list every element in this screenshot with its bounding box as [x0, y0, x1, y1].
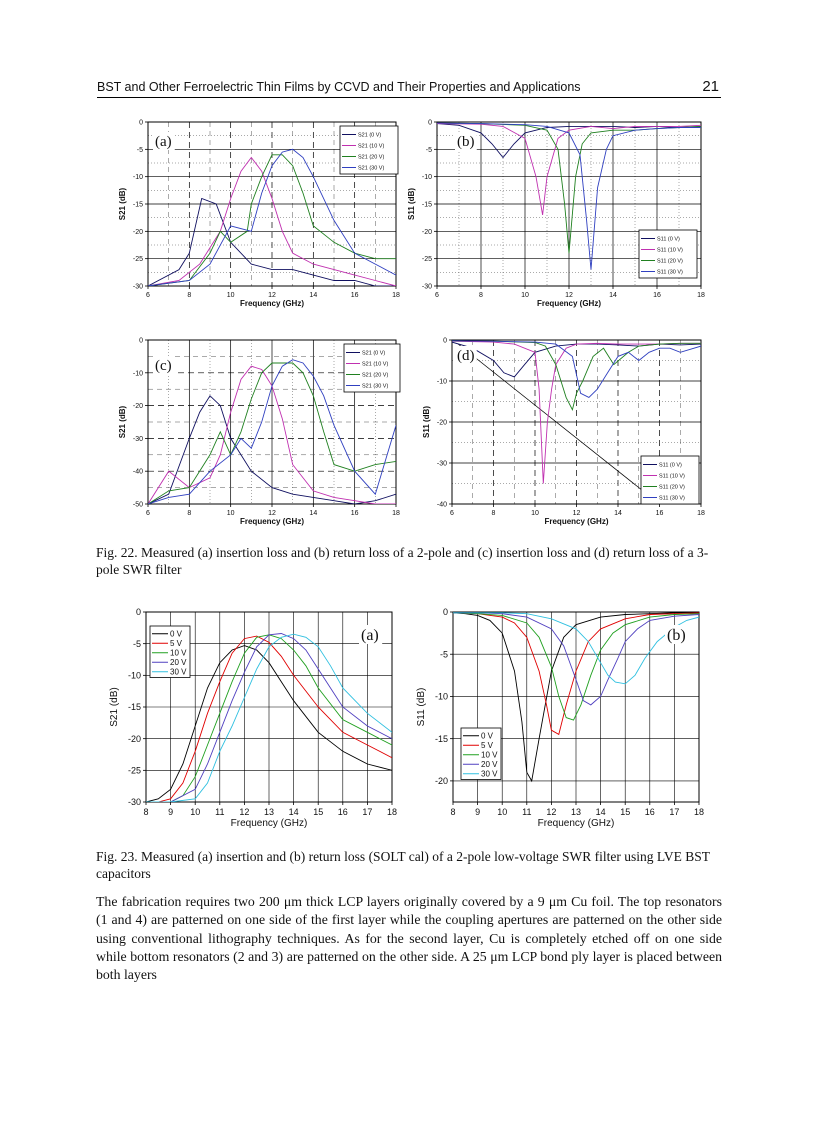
x-tick-label: 16: [350, 292, 359, 299]
y-tick-label: -25: [421, 256, 432, 264]
y-tick-label: -30: [132, 435, 143, 443]
y-tick-label: -5: [136, 146, 143, 154]
x-tick-label: 8: [143, 807, 149, 817]
running-title: BST and Other Ferroelectric Thin Films by CCVD and Their Properties and Applications: [97, 80, 581, 94]
y-axis-label: S21 (dB): [118, 405, 127, 439]
page-number: 21: [702, 78, 719, 95]
x-tick-label: 11: [215, 807, 225, 817]
x-tick-label: 8: [187, 292, 192, 299]
legend-label: S11 (20 V): [657, 258, 683, 265]
y-tick-label: 0: [443, 337, 447, 345]
legend-label: S11 (30 V): [657, 269, 683, 276]
y-tick-label: -10: [434, 691, 448, 702]
panel-label: (d): [457, 348, 475, 364]
legend-label: S21 (20 V): [362, 372, 389, 379]
x-tick-label: 8: [450, 807, 456, 817]
x-axis-label: Frequency (GHz): [230, 818, 308, 829]
x-tick-label: 8: [479, 292, 483, 299]
legend-label: S11 (30 V): [659, 495, 685, 502]
panel-label: (b): [457, 134, 475, 150]
y-tick-label: -25: [132, 256, 143, 264]
x-tick-label: 9: [168, 807, 174, 817]
y-tick-label: -30: [132, 283, 143, 291]
x-tick-label: 12: [572, 510, 581, 517]
x-tick-label: 10: [190, 807, 201, 817]
legend-label: 5 V: [170, 639, 183, 649]
x-axis-label: Frequency (GHz): [544, 517, 609, 526]
y-tick-label: -30: [421, 283, 432, 291]
x-tick-label: 14: [609, 292, 617, 299]
x-tick-label: 15: [313, 807, 324, 817]
x-tick-label: 6: [146, 510, 150, 517]
x-tick-label: 14: [309, 292, 318, 299]
legend-label: S21 (10 V): [358, 143, 385, 150]
legend-label: S11 (10 V): [657, 247, 683, 254]
x-tick-label: 18: [697, 292, 705, 299]
legend-label: 20 V: [170, 658, 187, 668]
y-axis-label: S11 (dB): [407, 187, 416, 221]
x-tick-label: 10: [226, 292, 235, 299]
y-tick-label: -15: [421, 201, 432, 209]
x-tick-label: 18: [386, 807, 398, 817]
legend-label: 0 V: [170, 629, 183, 639]
y-tick-label: -10: [421, 174, 432, 182]
y-tick-label: -20: [132, 403, 143, 411]
x-tick-label: 10: [531, 510, 539, 517]
legend-label: S21 (30 V): [358, 165, 385, 172]
x-tick-label: 12: [268, 292, 276, 299]
legend-label: 30 V: [170, 667, 187, 677]
x-axis-label: Frequency (GHz): [537, 818, 615, 829]
x-tick-label: 14: [614, 510, 622, 517]
x-tick-label: 16: [337, 807, 348, 817]
x-tick-label: 8: [187, 510, 192, 517]
x-tick-label: 6: [450, 510, 454, 517]
diagonal-line: [458, 344, 649, 496]
y-tick-label: -30: [127, 797, 141, 808]
y-tick-label: -10: [132, 174, 143, 182]
legend-label: S21 (20 V): [358, 154, 385, 161]
x-tick-label: 14: [288, 807, 299, 817]
y-tick-label: -15: [127, 702, 141, 713]
body-paragraph: The fabrication requires two 200 μm thick LCP layers originally covered by a 9 μm Cu foil. The top resonators (1 and 4) are patterned on one side of the first layer while the coupling apertures are patterned on the other side using conventional lithography techniques. As for the second layer, Cu is completely etched off on one side while bottom resonators (2 and 3) are patterned on the other side. A 25 μm LCP bond ply layer is placed between both layers: [96, 894, 722, 983]
x-tick-label: 16: [653, 292, 661, 299]
panel-label: (a): [361, 627, 379, 644]
y-tick-label: -20: [127, 733, 141, 744]
x-axis-label: Frequency (GHz): [239, 517, 305, 526]
x-tick-label: 18: [392, 510, 400, 517]
y-tick-label: -5: [425, 146, 432, 154]
x-tick-label: 17: [362, 807, 373, 817]
legend-label: S11 (0 V): [659, 462, 682, 469]
y-tick-label: 0: [428, 119, 432, 127]
chart-22c: [100, 330, 412, 540]
legend-label: 30 V: [481, 769, 498, 779]
legend-label: 0 V: [481, 731, 494, 741]
panel-label: (b): [667, 627, 686, 644]
legend-label: S11 (10 V): [659, 473, 685, 480]
x-tick-label: 13: [570, 807, 582, 817]
x-tick-label: 12: [268, 510, 276, 517]
legend-label: S21 (30 V): [362, 383, 389, 390]
chart-22d: [407, 330, 719, 540]
x-tick-label: 11: [522, 807, 532, 817]
x-tick-label: 12: [546, 807, 557, 817]
x-tick-label: 18: [693, 807, 705, 817]
x-tick-label: 16: [350, 510, 359, 517]
panel-label: (c): [155, 358, 172, 374]
legend-label: S21 (0 V): [358, 132, 382, 139]
chart-22a: [100, 112, 412, 322]
x-tick-label: 10: [226, 510, 235, 517]
legend-label: 10 V: [481, 750, 498, 760]
header-rule: [97, 97, 721, 98]
y-tick-label: -25: [127, 765, 141, 776]
y-tick-label: -20: [421, 228, 432, 236]
x-tick-label: 6: [435, 292, 439, 299]
y-tick-label: 0: [139, 337, 143, 345]
legend-label: 5 V: [481, 741, 494, 751]
chart-22b: [407, 112, 719, 322]
y-tick-label: -30: [436, 460, 447, 468]
y-tick-label: -20: [132, 228, 143, 236]
x-tick-label: 10: [521, 292, 529, 299]
x-tick-label: 18: [697, 510, 705, 517]
x-tick-label: 15: [620, 807, 631, 817]
y-tick-label: -50: [132, 501, 143, 509]
legend-label: S11 (20 V): [659, 484, 685, 491]
y-tick-label: -10: [127, 670, 141, 681]
y-tick-label: -15: [132, 201, 143, 209]
fig23-caption: Fig. 23. Measured (a) insertion and (b) return loss (SOLT cal) of a 2-pole low-voltage SWR filter using LVE BST capacitors: [96, 849, 710, 881]
x-tick-label: 17: [669, 807, 680, 817]
y-axis-label: S11 (dB): [422, 405, 431, 439]
y-tick-label: -10: [132, 370, 143, 378]
y-tick-label: 0: [135, 607, 141, 618]
x-tick-label: 16: [655, 510, 664, 517]
y-axis-label: S11 (dB): [416, 687, 427, 727]
legend-label: S21 (0 V): [362, 350, 386, 357]
y-tick-label: -40: [132, 468, 143, 476]
y-tick-label: -5: [439, 649, 448, 660]
panel-label: (a): [155, 134, 172, 150]
y-axis-label: S21 (dB): [118, 187, 127, 221]
x-tick-label: 13: [263, 807, 275, 817]
x-tick-label: 12: [565, 292, 573, 299]
legend-label: S21 (10 V): [362, 361, 389, 368]
y-tick-label: -15: [434, 733, 448, 744]
chart-23a: [96, 604, 401, 840]
y-tick-label: 0: [139, 119, 143, 127]
y-tick-label: 0: [442, 607, 448, 618]
legend-label: S11 (0 V): [657, 236, 680, 243]
x-tick-label: 14: [595, 807, 606, 817]
x-tick-label: 9: [475, 807, 481, 817]
x-tick-label: 10: [497, 807, 508, 817]
y-tick-label: -20: [434, 776, 448, 787]
x-tick-label: 12: [239, 807, 250, 817]
x-tick-label: 6: [146, 292, 150, 299]
chart-23b: [405, 604, 710, 840]
y-tick-label: -20: [436, 419, 447, 427]
x-axis-label: Frequency (GHz): [536, 299, 602, 308]
y-tick-label: -10: [436, 378, 447, 386]
x-tick-label: 14: [309, 510, 318, 517]
x-axis-label: Frequency (GHz): [239, 299, 305, 308]
x-tick-label: 8: [491, 510, 496, 517]
fig22-caption: Fig. 22. Measured (a) insertion loss and (b) return loss of a 2-pole and (c) insertion loss and (d) return loss of a 3-pole SWR filter: [96, 545, 709, 577]
legend-label: 20 V: [481, 760, 498, 770]
y-axis-label: S21 (dB): [109, 687, 120, 727]
x-tick-label: 16: [644, 807, 655, 817]
x-tick-label: 18: [392, 292, 400, 299]
y-tick-label: -40: [436, 501, 447, 509]
y-tick-label: -5: [132, 638, 141, 649]
legend-label: 10 V: [170, 648, 187, 658]
